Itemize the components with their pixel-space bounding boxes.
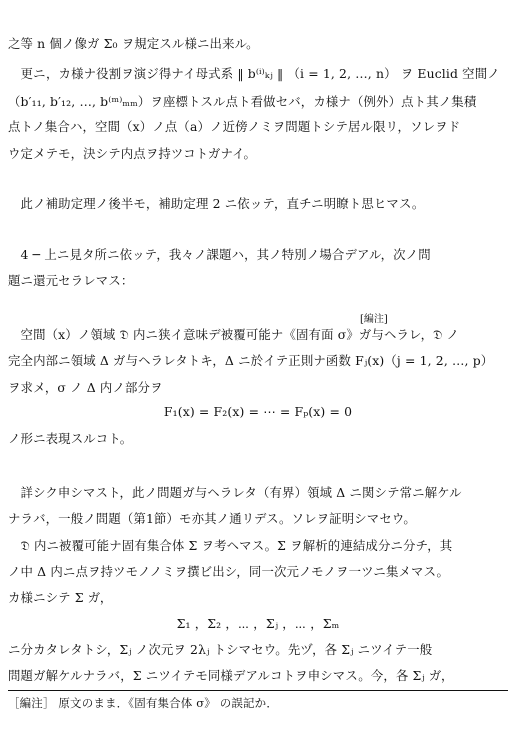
text-line: 更ニ，カ様ナ役割ヲ演ジ得ナイ母式系 ‖ b⁽ⁱ⁾ₖⱼ ‖ （i = 1, 2, …, n） ヲ Euclid 空間ノ: [8, 66, 500, 81]
display-equation: F₁(x) = F₂(x) = ⋯ = Fₚ(x) = 0: [163, 404, 353, 419]
text-line: ウ定メテモ，決シテ内点ヲ持ツコトガナイ。: [8, 146, 257, 161]
text-line: ナラバ，一般ノ問題（第1節）モ亦其ノ通リデス。ソレヲ証明シマセウ。: [8, 511, 416, 526]
text-line: ニ分カタレタトシ，Σⱼ ノ次元ヲ 2λⱼ トシマセウ。先ヅ，各 Σⱼ ニツイテ一般: [8, 642, 433, 657]
underlined-text: 完全内部ニ領域 Δ ガ与ヘラレタトキ，Δ ニ於イテ正則ナ函数 Fⱼ(x)（j = 1, 2, …, p）: [8, 353, 494, 368]
text-line: 詳シク申シマスト，此ノ問題ガ与ヘラレタ（有界）領域 Δ ニ関シテ常ニ解ケル: [8, 485, 462, 500]
text-line: ノ中 Δ 内ニ点ヲ持ツモノノミヲ撰ビ出シ，同一次元ノモノヲ一ツニ集メマス。: [8, 564, 450, 579]
text-line: 此ノ補助定理ノ後半モ，補助定理 2 ニ依ッテ，直チニ明瞭ト思ヒマス。: [8, 196, 425, 211]
footnote-divider: [8, 690, 508, 691]
text-line: ヲ求メ，σ ノ Δ 内ノ部分ヲ: [8, 380, 163, 395]
text-line: [8, 353, 508, 369]
display-equation: Σ₁ ，Σ₂ ，⋯ ，Σⱼ ，⋯ ，Σₘ: [176, 616, 340, 631]
text-line: カ様ニシテ Σ ガ，: [8, 590, 113, 605]
text-line: [8, 327, 508, 343]
text-line: 点トノ集合ハ，空間（x）ノ点（a）ノ近傍ノミヲ問題トシテ居ル限リ，ソレヲド: [8, 119, 461, 134]
text-line: （b′₁₁, b′₁₂, …, b⁽ᵐ⁾ₘₘ）ヲ座標トスル点ト看做セバ，カ様ナ（例外）点ト其ノ集積: [8, 94, 477, 109]
text-line: 4 ─ 上ニ見タ所ニ依ッテ，我々ノ課題ハ，其ノ特別ノ場合デアル，次ノ問: [8, 247, 431, 262]
text-line: 之等 n 個ノ像ガ Σ₀ ヲ規定スル様ニ出来ル。: [8, 36, 259, 51]
editor-note-marker: [編注]: [360, 314, 388, 325]
text-line: [8, 431, 508, 447]
underlined-text: ノ形ニ表現スルコト。: [8, 431, 133, 446]
editor-footnote: ［編注］ 原文のまま．《固有集合体 σ》 の誤記か．: [8, 696, 278, 710]
text-line: 題ニ還元セラレマス：: [8, 273, 134, 288]
underlined-text: 空間（x）ノ領域 𝔇 内ニ狭イ意味デ被覆可能ナ《固有面 σ》ガ与ヘラレ，𝔇 ノ: [8, 327, 460, 342]
text-line: 𝔇 内ニ被覆可能ナ固有集合体 Σ ヲ考ヘマス。Σ ヲ解析的連結成分ニ分チ，其: [8, 538, 453, 553]
text-line: 問題ガ解ケルナラバ，Σ ニツイテモ同様デアルコトヲ申シマス。今，各 Σⱼ ガ，: [8, 668, 454, 683]
